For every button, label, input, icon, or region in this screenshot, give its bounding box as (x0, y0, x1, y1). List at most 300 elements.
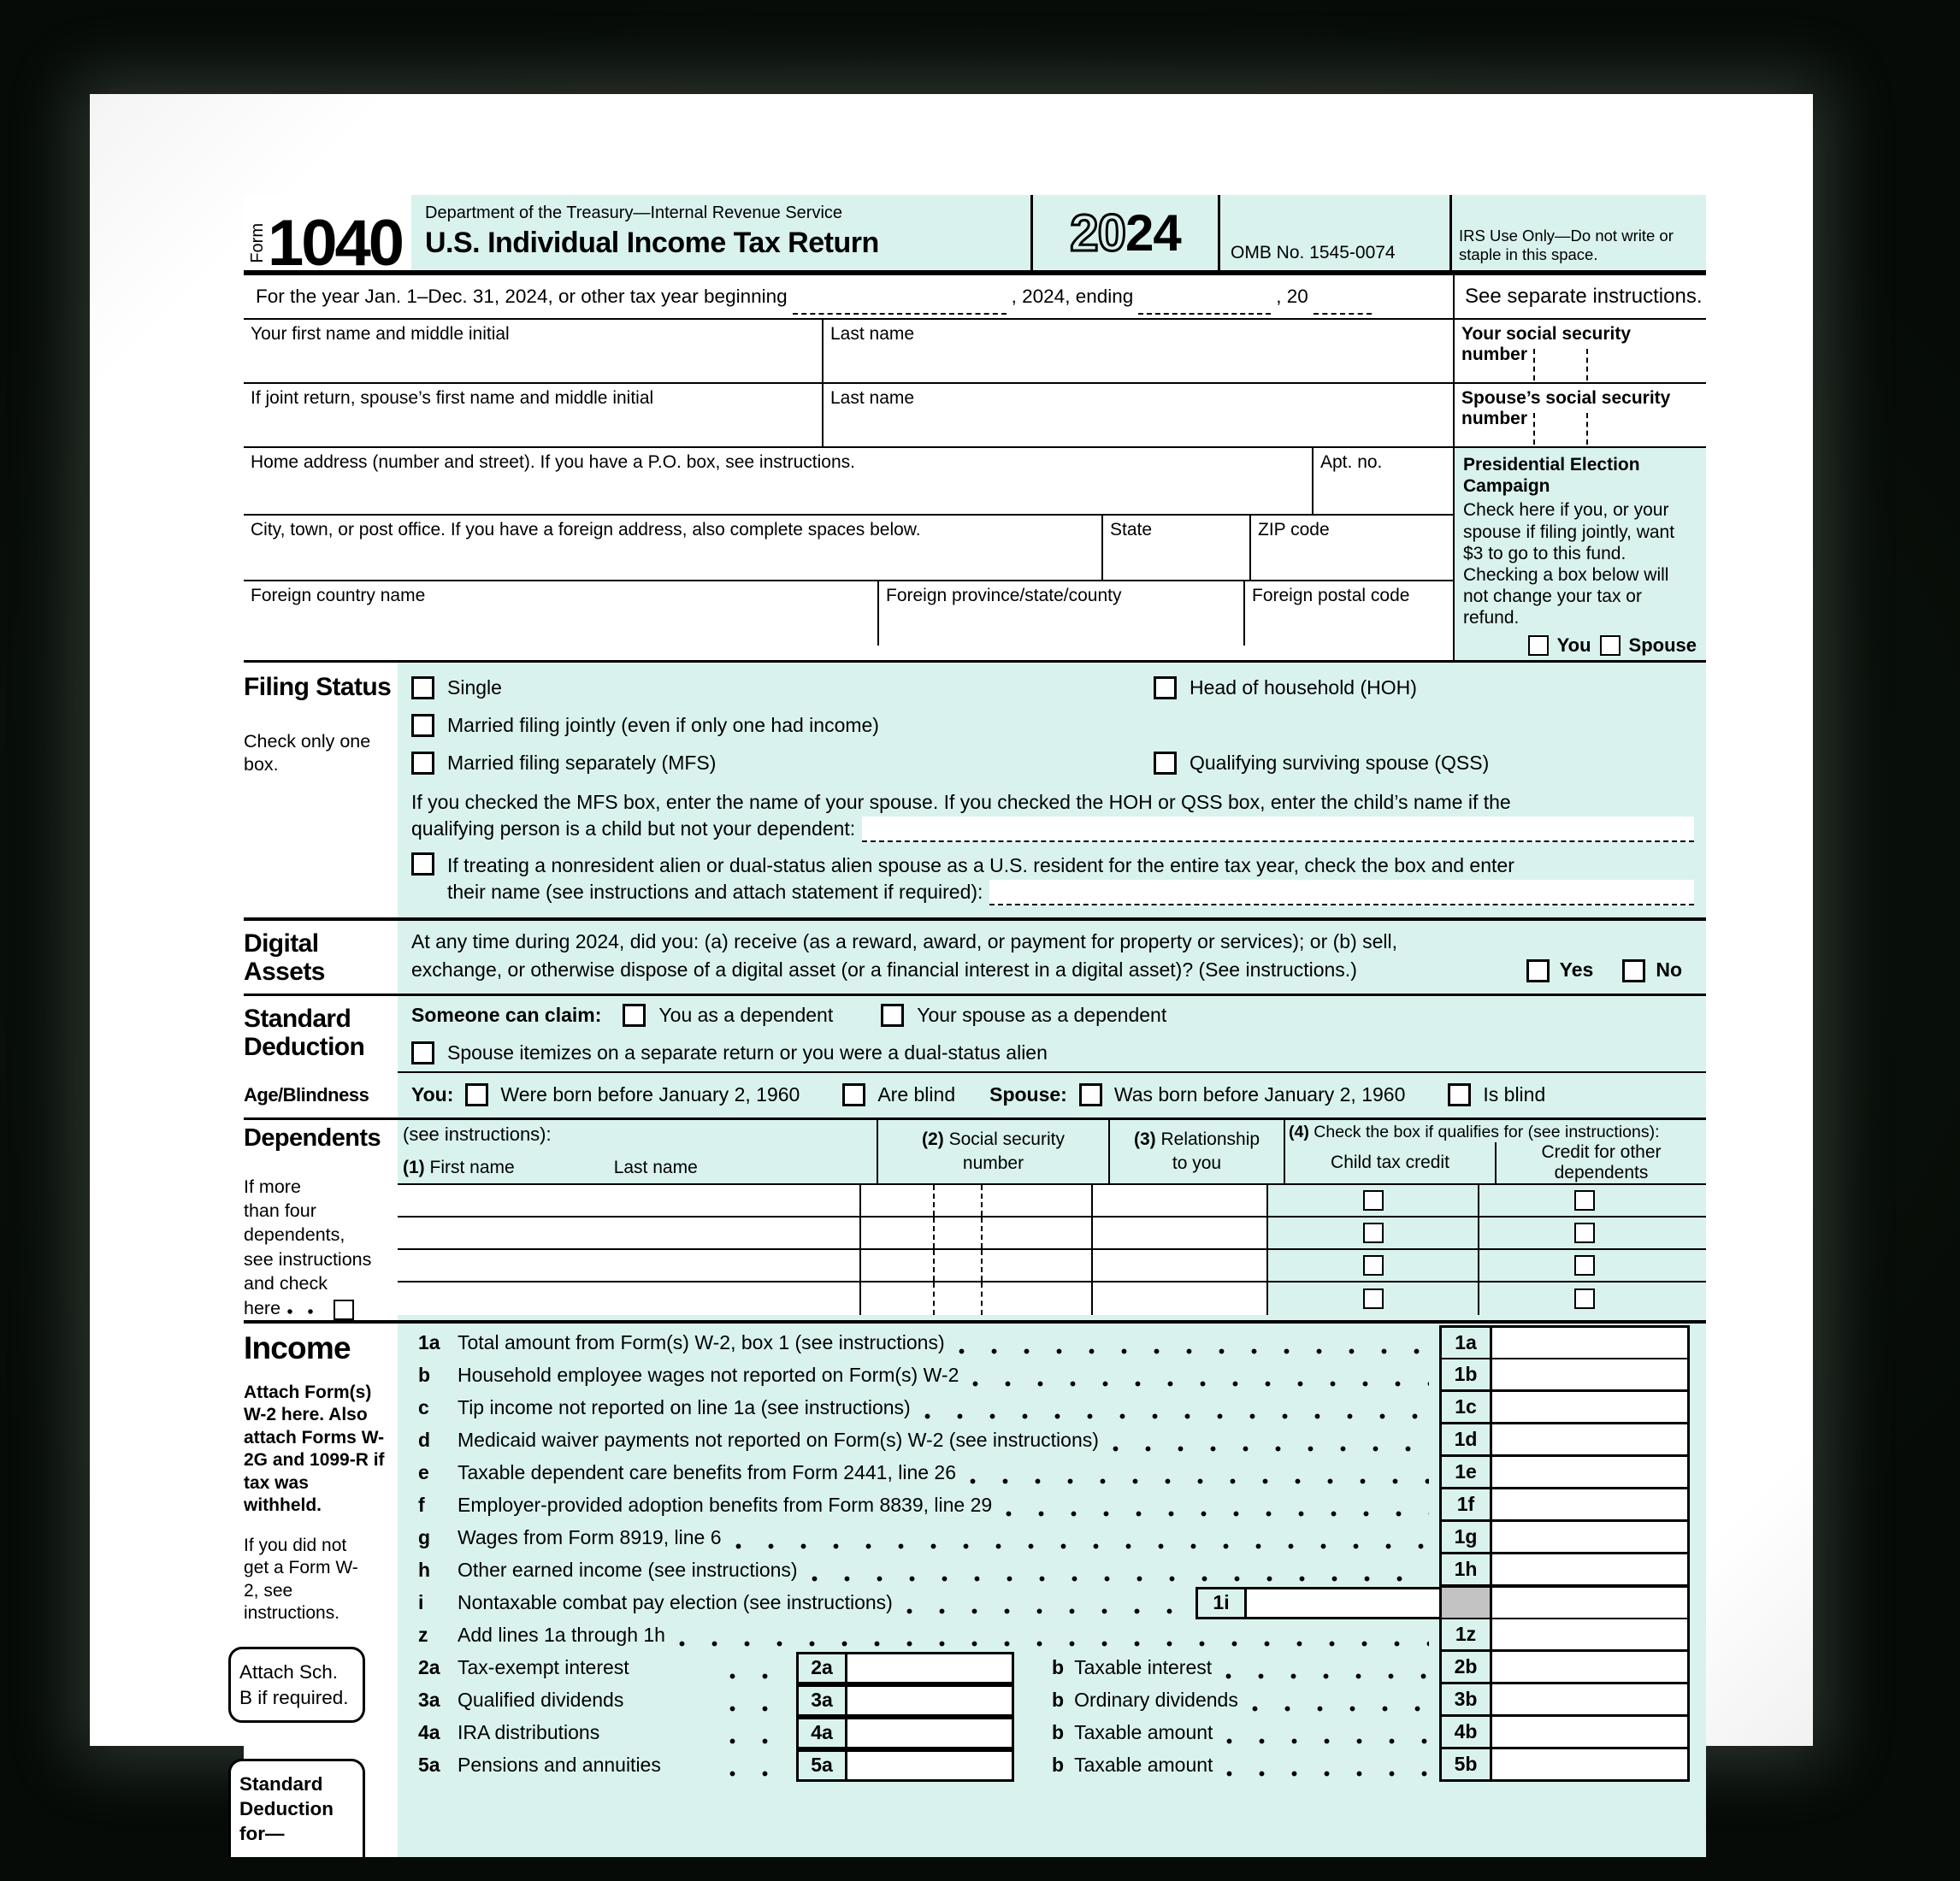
dependents-see-instructions: (see instructions): (403, 1123, 552, 1145)
dot-leader (1006, 1511, 1429, 1517)
line-1c-boxes (1439, 1392, 1690, 1424)
line-2b-boxes (1439, 1652, 1690, 1684)
filing-status-qss (1154, 752, 1489, 775)
line-b-label: Ordinary dividends (1074, 1689, 1238, 1712)
line-number: 1a (418, 1331, 440, 1354)
standard-deduction-options (398, 996, 1706, 1117)
child-tax-credit-checkbox[interactable] (1363, 1255, 1384, 1276)
you-born-before-label: Were born before January 2, 1960 (500, 1083, 800, 1106)
credit-other-dependents-cell (1478, 1218, 1689, 1248)
col3-label-line2: to you (1172, 1153, 1222, 1173)
no-w2-note: If you did not get a Form W-2, see instructions. (244, 1535, 358, 1623)
dependents-heading: Dependents (244, 1123, 381, 1152)
first-name-field[interactable]: Your first name and middle initial (244, 320, 824, 382)
child-tax-credit-cell (1266, 1185, 1478, 1216)
home-address-row (244, 448, 1453, 514)
city-field[interactable]: City, town, or post office. If you have a foreign address, also complete spaces below. (251, 520, 921, 540)
dot-leader (970, 1478, 1429, 1484)
ssn-divider (981, 1250, 983, 1281)
filing-status-mfj (411, 714, 1154, 737)
line-5b-amount-field[interactable] (1492, 1749, 1690, 1779)
nonresident-alien-row (411, 852, 1694, 905)
col4-label (1285, 1120, 1706, 1142)
attach-w2-note: Attach Form(s) W-2 here. Also attach Forms W-2G and 1099-R if tax was withheld. (244, 1382, 385, 1516)
mfs-instruction-line2-text: qualifying person is a child but not your dependent: (411, 817, 856, 840)
single-checkbox[interactable] (411, 676, 434, 699)
line-4b-boxes (1439, 1717, 1690, 1749)
line-1d-boxes (1439, 1424, 1690, 1457)
dependents-col3-header (1108, 1120, 1284, 1183)
ssn-divider (1586, 413, 1588, 445)
filing-status-note: Check only one box. (244, 730, 371, 775)
presidential-election-campaign-box (1453, 448, 1706, 660)
address-block (244, 448, 1706, 663)
home-address-field[interactable]: Home address (number and street). If you have a P.O. box, see instructions. (244, 448, 1314, 514)
col1-last-name-header: Last name (613, 1157, 698, 1177)
dependents-col4-header (1284, 1120, 1706, 1183)
dot-leader (287, 1309, 327, 1314)
dependent-relationship-cell[interactable] (1091, 1185, 1266, 1216)
dependents-name-headers (403, 1158, 877, 1178)
line-number: 2a (418, 1656, 440, 1679)
ssn-divider (981, 1282, 983, 1315)
line-1z-boxes (1439, 1619, 1690, 1652)
more-than-four-checkbox[interactable] (334, 1300, 354, 1320)
zip-field[interactable]: ZIP code (1249, 516, 1453, 580)
dependents-note-line: than four (244, 1200, 316, 1222)
line-2a-inline-box (796, 1652, 1014, 1684)
dependents-col1-header (398, 1120, 877, 1183)
ssn-divider (933, 1282, 935, 1315)
credit-other-dependents-checkbox[interactable] (1574, 1255, 1595, 1276)
line-box-number: 3a (799, 1687, 847, 1714)
line-box-number: 5a (799, 1752, 847, 1779)
digital-assets-yes-checkbox[interactable] (1526, 959, 1550, 982)
line-b-number: b (1052, 1721, 1065, 1744)
spouse-blind-checkbox[interactable] (1448, 1083, 1471, 1106)
qss-checkbox[interactable] (1154, 752, 1177, 775)
filing-status-single (411, 676, 1154, 699)
income-line-1i (398, 1587, 1706, 1619)
col1-number: (1) (403, 1157, 425, 1177)
line-1d-amount-field[interactable] (1492, 1424, 1690, 1454)
hoh-checkbox[interactable] (1154, 676, 1177, 699)
line-label: Household employee wages not reported on Form(s) W-2 (458, 1364, 959, 1387)
line-label: Taxable dependent care benefits from Form 2441, line 26 (458, 1461, 957, 1484)
digital-assets-heading-2: Assets (244, 958, 325, 987)
standard-deduction-callout: Standard Deduction for— (228, 1759, 365, 1857)
credit-other-dependents-header: Credit for other dependents (1495, 1142, 1706, 1183)
ssn-divider (1533, 349, 1535, 380)
line-label: IRA distributions (458, 1721, 600, 1744)
line-label: Total amount from Form(s) W-2, box 1 (see instructions) (458, 1331, 945, 1354)
nra-line2-text: their name (see instructions and attach statement if required): (447, 881, 983, 904)
line-5b-boxes (1439, 1749, 1690, 1782)
col2-number: (2) (922, 1129, 944, 1150)
line-box-number: 1b (1442, 1359, 1492, 1389)
credit-other-dependents-cell (1478, 1282, 1689, 1315)
line-number: g (418, 1526, 431, 1549)
dot-leader (729, 1706, 786, 1712)
dependent-ssn-cell[interactable] (859, 1250, 1091, 1281)
someone-can-claim-label: Someone can claim: (411, 1004, 602, 1027)
line-3b-boxes (1439, 1684, 1690, 1717)
line-label: Other earned income (see instructions) (458, 1559, 798, 1582)
dependent-ssn-cell[interactable] (859, 1185, 1091, 1216)
form-number-block (244, 195, 411, 280)
tax-year-lead-label: For the year Jan. 1–Dec. 31, 2024, or other tax year beginning (256, 286, 788, 307)
line-box-number: 1c (1442, 1392, 1492, 1422)
dependent-relationship-cell[interactable] (1091, 1282, 1266, 1315)
standard-deduction-heading-2: Deduction (244, 1032, 365, 1061)
line-1b-boxes (1439, 1359, 1690, 1392)
department-label: Department of the Treasury—Internal Revenue Service (425, 203, 843, 222)
line-1a-boxes (1439, 1325, 1690, 1360)
child-tax-credit-checkbox[interactable] (1363, 1223, 1384, 1243)
ssn-divider (933, 1250, 935, 1281)
spouse-itemizes-row (398, 1035, 1706, 1073)
line-3b-amount-field[interactable] (1492, 1684, 1690, 1714)
ssn-divider (1586, 349, 1588, 380)
ssn-divider (981, 1185, 983, 1216)
nra-spouse-name-field[interactable] (989, 880, 1694, 905)
child-tax-credit-header: Child tax credit (1331, 1152, 1449, 1172)
someone-can-claim-row (398, 996, 1706, 1035)
claim-spouse-label: Your spouse as a dependent (917, 1004, 1167, 1027)
form-title-block (411, 195, 1030, 270)
dot-leader (729, 1673, 786, 1679)
filing-status-section (244, 663, 1706, 921)
dependents-table (398, 1120, 1706, 1320)
last-name-field[interactable]: Last name (830, 324, 915, 344)
income-heading: Income (244, 1330, 351, 1365)
filing-status-row-1 (411, 669, 1694, 707)
ssn-divider (933, 1185, 935, 1216)
dependent-row-2 (398, 1218, 1706, 1250)
line-4b-amount-field[interactable] (1492, 1717, 1690, 1747)
line-number: f (418, 1494, 425, 1517)
col1-first-label: First name (429, 1157, 515, 1177)
income-line-1d (398, 1424, 1706, 1457)
dot-leader (924, 1413, 1429, 1419)
income-line-1f (398, 1489, 1706, 1522)
dependents-col2-header (877, 1120, 1108, 1183)
nra-text (447, 852, 1694, 905)
nra-checkbox[interactable] (411, 852, 434, 876)
shaded-cell (1442, 1588, 1492, 1618)
line-1e-amount-field[interactable] (1492, 1457, 1690, 1487)
mfs-instruction-line1: If you checked the MFS box, enter the name of your spouse. If you checked the HOH or QSS box, enter the child’s name if the (411, 790, 1511, 813)
you-blind-checkbox[interactable] (842, 1083, 865, 1106)
apt-no-field[interactable]: Apt. no. (1320, 452, 1383, 472)
dependent-name-cell[interactable] (398, 1282, 859, 1315)
col2-label-line2: number (962, 1153, 1024, 1173)
dependent-name-cell[interactable] (398, 1218, 859, 1248)
digital-assets-no-checkbox[interactable] (1622, 959, 1645, 982)
mfj-checkbox[interactable] (411, 714, 434, 737)
income-line-1e (398, 1457, 1706, 1489)
filing-status-row-2 (411, 707, 1694, 745)
line-1z-amount-field[interactable] (1492, 1619, 1690, 1649)
income-line-3a (398, 1684, 1706, 1717)
dependent-ssn-cell[interactable] (859, 1218, 1091, 1248)
state-field[interactable]: State (1101, 516, 1249, 580)
foreign-postal-field[interactable]: Foreign postal code (1252, 586, 1410, 605)
filing-status-options (398, 663, 1706, 917)
col2-label-line1: Social security (948, 1129, 1065, 1150)
mfs-label: Married filing separately (MFS) (447, 752, 717, 775)
dot-leader (972, 1381, 1429, 1387)
digital-assets-no-label: No (1656, 958, 1682, 982)
spouse-ssn-field[interactable] (1453, 384, 1706, 446)
nra-line1: If treating a nonresident alien or dual-status alien spouse as a U.S. resident for the entire tax year, check the box and enter (447, 853, 1514, 876)
filing-status-heading: Filing Status (244, 672, 392, 701)
income-line-1z (398, 1619, 1706, 1652)
dependent-ssn-cell[interactable] (859, 1282, 1091, 1315)
tax-year-beginning-field[interactable] (793, 292, 1007, 315)
line-1f-amount-field[interactable] (1492, 1489, 1690, 1519)
line-box-number: 5b (1442, 1749, 1492, 1779)
claim-you-checkbox[interactable] (623, 1004, 646, 1027)
form-title: U.S. Individual Income Tax Return (425, 227, 879, 259)
age-blindness-heading: Age/Blindness (244, 1083, 369, 1106)
filing-status-row-3 (411, 745, 1694, 782)
credit-other-dependents-checkbox[interactable] (1574, 1223, 1595, 1243)
line-2b-amount-field[interactable] (1492, 1652, 1690, 1682)
credit-other-dependents-cell (1478, 1185, 1689, 1216)
credit-other-dependents-cell (1478, 1250, 1689, 1281)
tax-year-outline: 20 (1070, 203, 1125, 262)
campaign-you-checkbox[interactable] (1528, 635, 1549, 656)
dot-leader (735, 1543, 1430, 1549)
tax-year-yy-field[interactable] (1314, 292, 1372, 315)
spouse-first-name-field[interactable]: If joint return, spouse’s first name and middle initial (244, 384, 824, 446)
digital-assets-question (398, 921, 1706, 994)
dot-leader (1226, 1771, 1429, 1777)
dependents-check-here (244, 1296, 398, 1320)
dot-leader (729, 1771, 786, 1777)
income-line-2a (398, 1652, 1706, 1684)
line-1b-amount-field[interactable] (1492, 1359, 1690, 1389)
mfs-hoh-instructions (411, 789, 1694, 842)
line-number: e (418, 1461, 429, 1484)
spouse-last-name-field[interactable]: Last name (830, 388, 915, 408)
spacer (1689, 1250, 1706, 1281)
line-1g-boxes (1439, 1522, 1690, 1554)
line-5a-inline-box (796, 1749, 1014, 1782)
qualifying-person-name-field[interactable] (862, 817, 1694, 842)
line-label: Nontaxable combat pay election (see instructions) (458, 1591, 893, 1614)
dependents-note-line: and check (244, 1273, 328, 1294)
line-label: Qualified dividends (458, 1689, 624, 1712)
col3-label-line1: Relationship (1160, 1129, 1260, 1150)
income-line-1a (398, 1327, 1706, 1359)
child-tax-credit-cell (1266, 1282, 1478, 1315)
line-1e-boxes (1439, 1457, 1690, 1489)
line-box-number: 4a (799, 1719, 847, 1747)
tax-year-ending-field[interactable] (1138, 292, 1271, 315)
line-3a-entry-field[interactable] (847, 1687, 1014, 1714)
campaign-title: Presidential Election Campaign (1463, 455, 1640, 497)
age-blindness-row (398, 1073, 1706, 1117)
spacer (1689, 1185, 1706, 1216)
credit-other-dependents-checkbox[interactable] (1574, 1190, 1595, 1211)
line-box-number: 1e (1442, 1457, 1492, 1487)
ssn-divider (981, 1218, 983, 1248)
child-tax-credit-checkbox[interactable] (1363, 1288, 1384, 1309)
spacer (1689, 1218, 1706, 1248)
col3-number: (3) (1133, 1129, 1156, 1150)
child-tax-credit-cell (1266, 1250, 1478, 1281)
line-5a-entry-field[interactable] (847, 1752, 1014, 1779)
mfs-checkbox[interactable] (411, 752, 434, 775)
dot-leader (959, 1348, 1429, 1354)
ssn-field[interactable] (1453, 320, 1706, 382)
dependents-gutter (244, 1120, 398, 1320)
campaign-spouse-checkbox[interactable] (1600, 635, 1621, 656)
line-1a-amount-field[interactable] (1492, 1328, 1690, 1358)
form-number: 1040 (268, 206, 403, 280)
foreign-country-field[interactable]: Foreign country name (244, 581, 879, 646)
mfs-instruction-line2 (411, 816, 1694, 842)
filing-status-mfs (411, 752, 1154, 775)
line-1g-amount-field[interactable] (1492, 1522, 1690, 1552)
line-label: Wages from Form 8919, line 6 (458, 1526, 722, 1549)
income-lines (398, 1324, 1706, 1857)
child-tax-credit-cell (1266, 1218, 1478, 1248)
line-1h-boxes (1439, 1554, 1690, 1587)
foreign-province-field[interactable]: Foreign province/state/county (879, 581, 1245, 646)
dependent-name-cell[interactable] (398, 1250, 859, 1281)
spouse-itemizes-label: Spouse itemizes on a separate return or you were a dual-status alien (447, 1041, 1048, 1064)
standard-deduction-heading-1: Standard (244, 1004, 351, 1033)
line-box-number: 1g (1442, 1522, 1492, 1552)
dot-leader (812, 1576, 1429, 1582)
line-1i-inline-box (1195, 1587, 1442, 1619)
income-line-4a (398, 1717, 1706, 1749)
dependents-note-line: dependents, (244, 1224, 345, 1246)
income-line-1c (398, 1392, 1706, 1424)
line-number: b (418, 1364, 431, 1387)
ssn-label: Your social security number (1461, 324, 1632, 364)
taxpayer-name-row (244, 320, 1706, 384)
dot-leader (1225, 1673, 1429, 1679)
age-spouse-label: Spouse: (989, 1083, 1067, 1106)
dot-leader (906, 1608, 1185, 1614)
col4-label-text: Check the box if qualifies for (see instructions): (1314, 1122, 1660, 1141)
line-b-label: Taxable amount (1074, 1754, 1213, 1777)
dependent-relationship-cell[interactable] (1091, 1250, 1266, 1281)
dependents-table-header (398, 1120, 1706, 1185)
dependent-relationship-cell[interactable] (1091, 1218, 1266, 1248)
line-1i-boxes (1442, 1585, 1690, 1620)
spouse-itemizes-checkbox[interactable] (411, 1041, 434, 1064)
age-you-label: You: (411, 1083, 454, 1106)
dependents-note-line: If more (244, 1176, 301, 1197)
line-box-number: 1i (1198, 1589, 1247, 1617)
claim-spouse-checkbox[interactable] (881, 1004, 904, 1027)
digital-assets-answers (1526, 956, 1682, 984)
standard-deduction-section (244, 996, 1706, 1120)
digital-assets-line1: At any time during 2024, did you: (a) receive (as a reward, award, or payment for property or services); or (b) sell, (411, 930, 1398, 953)
omb-number: OMB No. 1545-0074 (1220, 195, 1449, 270)
dependents-here-label: here (244, 1297, 281, 1318)
spouse-name-row (244, 384, 1706, 448)
income-line-5a (398, 1749, 1706, 1782)
filing-status-gutter (244, 663, 398, 917)
dependent-name-cell[interactable] (398, 1185, 859, 1216)
line-label: Add lines 1a through 1h (458, 1624, 665, 1647)
line-2a-entry-field[interactable] (847, 1654, 1014, 1682)
line-1i-entry-field[interactable] (1247, 1589, 1442, 1617)
tax-year-row (244, 275, 1706, 320)
line-label: Medicaid waiver payments not reported on Form(s) W-2 (see instructions) (458, 1429, 1099, 1452)
spouse-born-before-checkbox[interactable] (1079, 1083, 1102, 1106)
line-box-number: 1f (1442, 1489, 1492, 1519)
line-box-number: 1a (1442, 1328, 1492, 1358)
standard-deduction-gutter (244, 996, 398, 1117)
tax-year-tail-label: , 20 (1276, 286, 1308, 307)
dependents-note (244, 1175, 398, 1320)
child-tax-credit-checkbox[interactable] (1363, 1190, 1384, 1211)
income-line-1g (398, 1522, 1706, 1554)
campaign-spouse-label: Spouse (1628, 634, 1697, 656)
line-b-number: b (1052, 1754, 1065, 1777)
form-content (239, 195, 1706, 1857)
you-blind-label: Are blind (877, 1083, 956, 1106)
spouse-ssn-label: Spouse’s social security number (1461, 388, 1671, 428)
col4-number: (4) (1289, 1122, 1309, 1141)
dot-leader (1252, 1706, 1429, 1712)
campaign-body: Check here if you, or your spouse if filing jointly, want $3 to go to this fund. Checking a box below will not change your tax or refund. (1463, 500, 1675, 628)
dependent-row-3 (398, 1250, 1706, 1282)
line-1f-boxes (1439, 1489, 1690, 1522)
line-4a-entry-field[interactable] (847, 1719, 1014, 1747)
line-1h-amount-field[interactable] (1492, 1554, 1690, 1584)
you-born-before-checkbox[interactable] (465, 1083, 488, 1106)
tax-year-solid: 24 (1125, 203, 1181, 262)
spouse-blind-label: Is blind (1483, 1083, 1546, 1106)
credit-other-dependents-checkbox[interactable] (1574, 1288, 1595, 1309)
income-section (239, 1324, 1706, 1857)
line-number: i (418, 1591, 424, 1614)
digital-assets-line2 (411, 956, 1694, 984)
foreign-row (244, 580, 1453, 646)
line-1i-amount-field[interactable] (1492, 1588, 1690, 1618)
dependent-row-1 (398, 1185, 1706, 1218)
line-3a-inline-box (796, 1684, 1014, 1717)
address-fields (244, 448, 1453, 660)
line-1c-amount-field[interactable] (1492, 1392, 1690, 1422)
tax-year-badge (1030, 195, 1220, 270)
line-label: Pensions and annuities (458, 1754, 661, 1777)
tax-year-line (244, 275, 1453, 318)
income-line-1b (398, 1359, 1706, 1392)
line-box-number: 1h (1442, 1554, 1492, 1584)
qss-label: Qualifying surviving spouse (QSS) (1190, 752, 1490, 775)
see-separate-instructions: See separate instructions. (1453, 275, 1706, 318)
line-label: Tip income not reported on line 1a (see instructions) (458, 1396, 911, 1419)
form-word-label: Form (248, 223, 267, 263)
line-number: c (418, 1396, 429, 1419)
dot-leader (1226, 1738, 1429, 1744)
digital-assets-gutter (244, 921, 398, 994)
income-gutter (239, 1324, 398, 1857)
city-row (244, 514, 1453, 580)
dot-leader (679, 1641, 1429, 1647)
line-b-number: b (1052, 1656, 1065, 1679)
campaign-you-label: You (1556, 634, 1591, 656)
